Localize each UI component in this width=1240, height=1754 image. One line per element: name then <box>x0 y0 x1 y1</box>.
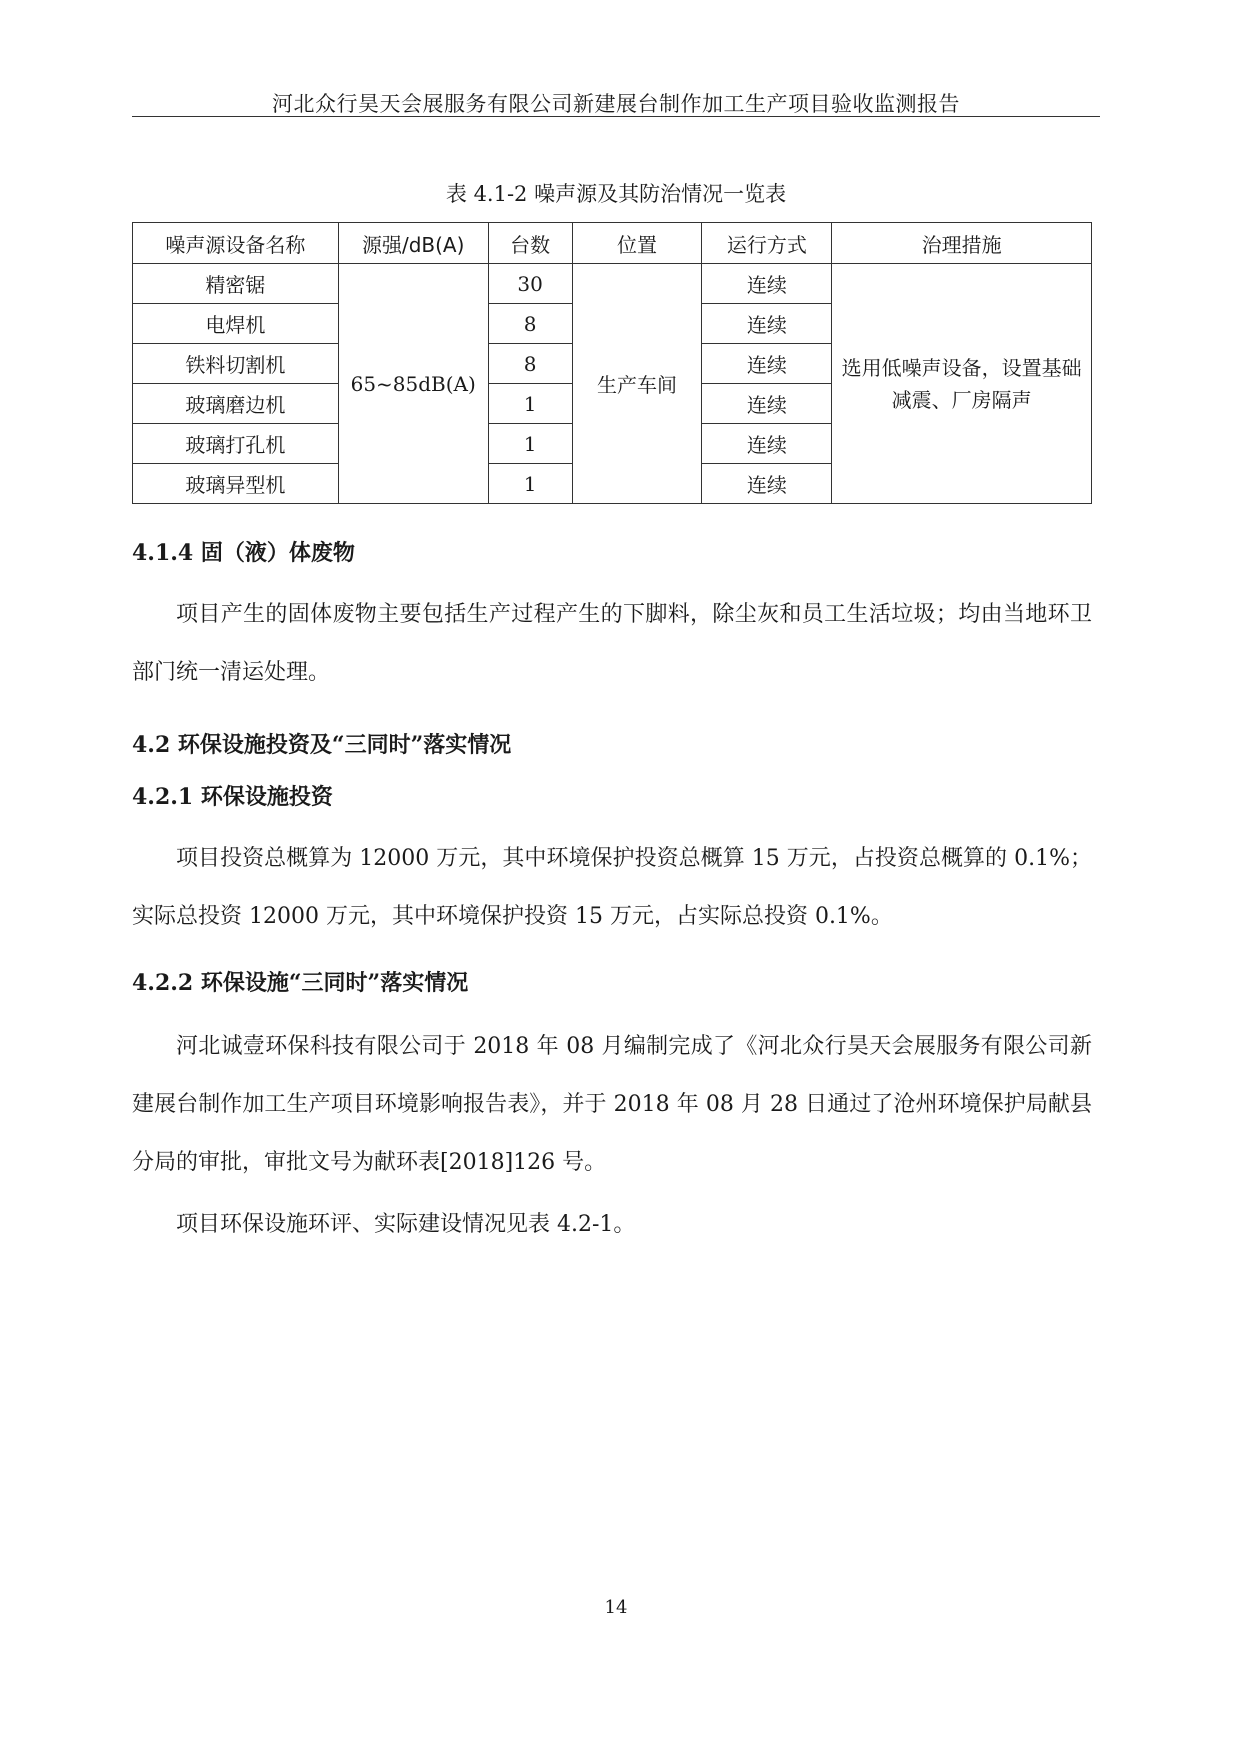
section-heading-4-1-4: 4.1.4 固（液）体废物 <box>132 540 355 566</box>
equipment-name: 玻璃磨边机 <box>133 384 339 424</box>
table-row <box>133 264 1092 304</box>
operation-mode: 连续 <box>702 424 832 464</box>
column-header: 噪声源设备名称 <box>133 223 339 264</box>
equipment-count: 1 <box>488 424 572 464</box>
treatment-measures: 选用低噪声设备，设置基础减震、厂房隔声 <box>832 264 1092 504</box>
equipment-name: 玻璃异型机 <box>133 464 339 504</box>
section-heading-4-2-2: 4.2.2 环保设施“三同时”落实情况 <box>132 970 469 996</box>
paragraph-table-reference: 项目环保设施环评、实际建设情况见表 4.2-1。 <box>176 1212 636 1237</box>
column-header: 治理措施 <box>832 223 1092 264</box>
operation-mode: 连续 <box>702 344 832 384</box>
equipment-location: 生产车间 <box>572 264 702 504</box>
equipment-count: 30 <box>488 264 572 304</box>
paragraph-investment: 项目投资总概算为 12000 万元，其中环境保护投资总概算 15 万元，占投资总概算的 0.1%；实际总投资 12000 万元，其中环境保护投资 15 万元，占实际总投资 0.1%。 <box>132 846 1092 929</box>
header-divider <box>132 116 1100 117</box>
source-strength: 65~85dB(A) <box>338 264 488 504</box>
page-number: 14 <box>604 1597 628 1618</box>
equipment-name: 玻璃打孔机 <box>133 424 339 464</box>
table-caption: 表 4.1-2 噪声源及其防治情况一览表 <box>445 182 787 206</box>
noise-source-table <box>132 222 1092 504</box>
operation-mode: 连续 <box>702 264 832 304</box>
column-header: 源强/dB(A) <box>338 223 488 264</box>
section-heading-4-2: 4.2 环保设施投资及“三同时”落实情况 <box>132 732 512 758</box>
equipment-name: 电焊机 <box>133 304 339 344</box>
equipment-count: 8 <box>488 344 572 384</box>
operation-mode: 连续 <box>702 384 832 424</box>
equipment-count: 1 <box>488 464 572 504</box>
table-header-row <box>133 223 1092 264</box>
paragraph-three-simultaneous: 河北诚壹环保科技有限公司于 2018 年 08 月编制完成了《河北众行昊天会展服务有限公司新建展台制作加工生产项目环境影响报告表》，并于 2018 年 08 月 28 日通过了沧州环境保护局献县分局的审批，审批文号为献环表[2018]126 号。 <box>132 1034 1092 1175</box>
column-header: 位置 <box>572 223 702 264</box>
section-heading-4-2-1: 4.2.1 环保设施投资 <box>132 784 333 810</box>
column-header: 运行方式 <box>702 223 832 264</box>
equipment-name: 精密锯 <box>133 264 339 304</box>
column-header: 台数 <box>488 223 572 264</box>
report-header: 河北众行昊天会展服务有限公司新建展台制作加工生产项目验收监测报告 <box>272 92 960 116</box>
paragraph-solid-waste: 项目产生的固体废物主要包括生产过程产生的下脚料，除尘灰和员工生活垃圾；均由当地环卫部门统一清运处理。 <box>132 602 1092 685</box>
equipment-name: 铁料切割机 <box>133 344 339 384</box>
operation-mode: 连续 <box>702 304 832 344</box>
equipment-count: 8 <box>488 304 572 344</box>
operation-mode: 连续 <box>702 464 832 504</box>
equipment-count: 1 <box>488 384 572 424</box>
